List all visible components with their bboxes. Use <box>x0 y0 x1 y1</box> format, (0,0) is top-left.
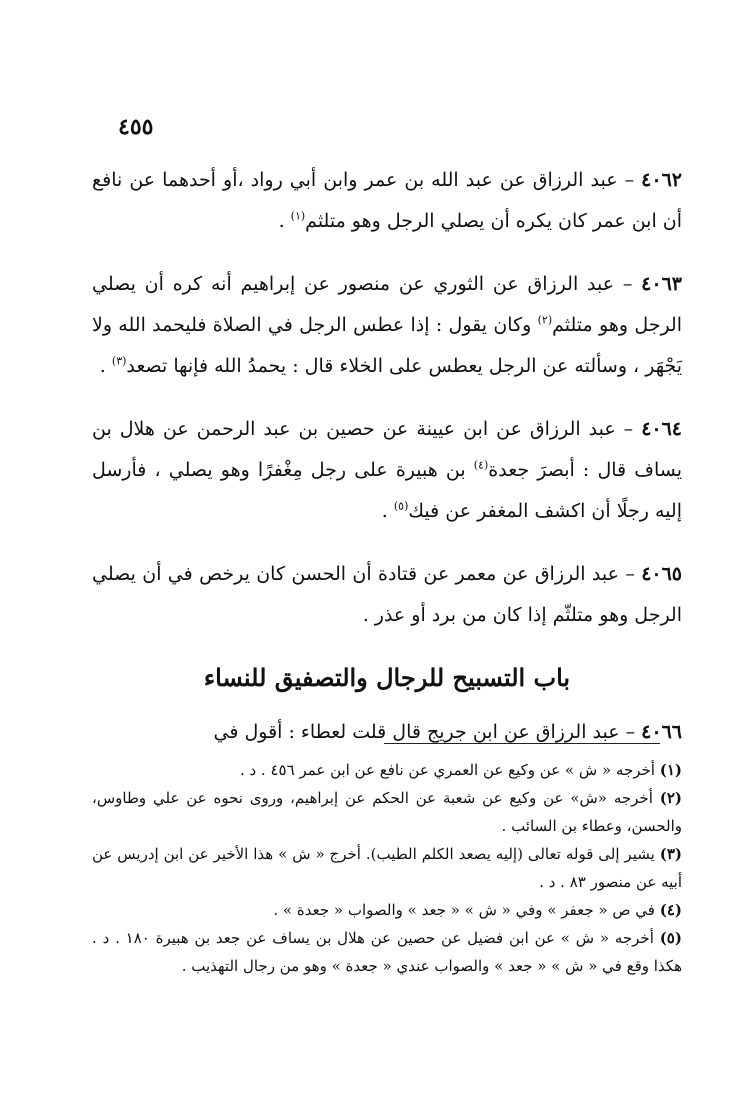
dash: – <box>618 563 635 585</box>
hadith-tail: بن هبيرة على رجل مِغْفرًا وهو يصلي ، فأرسل إليه رجلًا أن اكشف المغفر عن فيك <box>92 459 682 522</box>
hadith-number: ٤٠٦٢ <box>641 169 682 191</box>
footnote-1 <box>92 756 682 784</box>
footnote-2 <box>92 784 682 840</box>
footnote-ref[interactable]: (٣) <box>111 354 127 368</box>
page-number: ٤٥٥ <box>118 114 154 140</box>
footnote-divider <box>384 743 660 744</box>
hadith-number: ٤٠٦٣ <box>641 273 682 295</box>
hadith-text: عبد الرزاق عن عبد الله بن عمر وابن أبي رواد ،أو أحدهما عن نافع أن ابن عمر كان يكره أن يصلي الرجل وهو متلثم <box>92 169 682 232</box>
hadith-tail: . <box>278 210 291 232</box>
hadith-text: عبد الرزاق عن ابن عيينة عن حصين بن عبد الرحمن عن هلال بن يساف قال : أبصرَ جعدة <box>92 418 683 481</box>
dash: – <box>614 273 633 295</box>
footnote-4 <box>92 896 682 924</box>
footnote-number: (٥) <box>659 929 682 947</box>
footnote-number: (٣) <box>659 845 682 863</box>
footnote-text: أخرجه « ش » عن ابن فضيل عن حصين عن هلال بن يساف عن جعد بن هبيرة ١٨٠ . د . هكذا وقع في « ش » « جعد » والصواب عندي « جعدة » وهو من رجال التهذيب . <box>92 929 682 975</box>
footnote-number: (١) <box>659 761 682 779</box>
hadith-number: ٤٠٦٥ <box>641 563 683 585</box>
hadith-4065 <box>92 554 682 636</box>
footnote-ref[interactable]: (٢) <box>537 313 553 327</box>
hadith-tail: وكان يقول : إذا عطس الرجل في الصلاة فليحمد الله ولا يَجْهَر ، وسألته عن الرجل يعطس على الخلاء قال : يحمدُ الله فإنها تصعد <box>92 314 682 377</box>
hadith-tail: . <box>99 355 112 377</box>
footnote-ref[interactable]: (٥) <box>393 499 409 513</box>
footnote-text: يشير إلى قوله تعالى (إليه يصعد الكلم الطيب). أخرج « ش » هذا الأخير عن ابن إدريس عن أبيه عن منصور ٨٣ . د . <box>92 845 682 891</box>
footnote-text: أخرجه «ش» عن وكيع عن شعبة عن الحكم عن إبراهيم، وروى نحوه عن علي وطاوس، والحسن، وعطاء بن السائب . <box>92 789 682 835</box>
hadith-4062 <box>92 160 682 242</box>
main-text <box>92 160 682 775</box>
chapter-title: باب التسبيح للرجال والتصفيق للنساء <box>203 663 571 692</box>
footnote-ref[interactable]: (٤) <box>473 458 489 472</box>
hadith-text: عبد الرزاق عن الثوري عن منصور عن إبراهيم أنه كره أن يصلي الرجل وهو متلثم <box>92 273 683 336</box>
footnote-5 <box>92 924 682 980</box>
hadith-tail: . <box>381 500 394 522</box>
hadith-4064 <box>92 409 682 532</box>
hadith-4063 <box>92 264 682 387</box>
hadith-text: عبد الرزاق عن معمر عن قتادة أن الحسن كان يرخص في أن يصلي الرجل وهو متلثّم إذا كان من برد أو عذر . <box>92 563 682 626</box>
footnote-text: أخرجه « ش » عن وكيع عن العمري عن نافع عن ابن عمر ٤٥٦ . د . <box>239 761 655 779</box>
hadith-number: ٤٠٦٤ <box>641 418 683 440</box>
dash: – <box>619 721 636 743</box>
footnote-ref[interactable]: (١) <box>290 209 306 223</box>
footnote-text: في ص « جعفر » وفي « ش » « جعد » والصواب « جعدة » . <box>273 901 655 919</box>
hadith-4066 <box>92 712 682 753</box>
dash: – <box>615 418 634 440</box>
hadith-text: عبد الرزاق عن ابن جريج قال قلت لعطاء : أقول في <box>213 721 620 743</box>
footnote-number: (٤) <box>659 901 682 919</box>
hadith-number: ٤٠٦٦ <box>641 721 682 743</box>
dash: – <box>617 169 635 191</box>
footnote-3 <box>92 840 682 896</box>
footnotes <box>92 756 682 980</box>
footnote-number: (٢) <box>659 789 683 807</box>
